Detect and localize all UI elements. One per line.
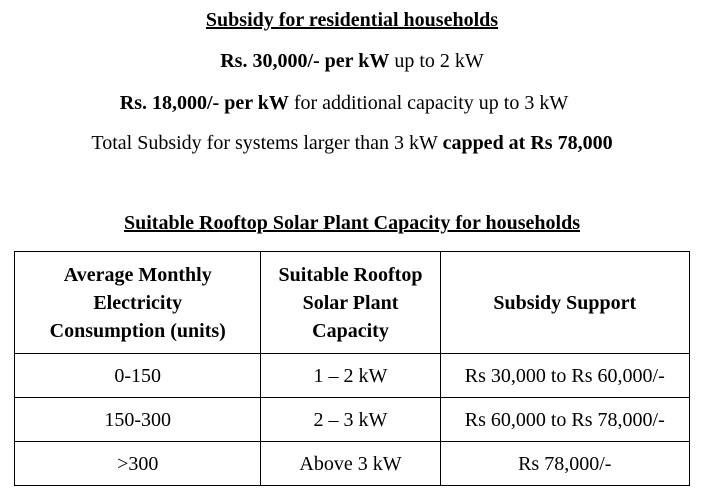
cell-subsidy: Rs 78,000/- [440,442,689,486]
subsidy-line-1-bold: Rs. 30,000/- per kW [220,50,390,72]
subsidy-line-2 [0,92,696,115]
subsidy-line-2-rest: for additional capacity up to 3 kW [288,92,569,114]
header-consumption-line: Average Monthly [63,263,212,286]
capacity-heading-text: Suitable Rooftop Solar Plant Capacity for households [124,212,580,234]
cell-consumption: 0-150 [15,354,261,398]
cell-subsidy: Rs 60,000 to Rs 78,000/- [440,398,689,442]
table-row [15,398,690,442]
header-subsidy-line: Subsidy Support [493,291,637,314]
cell-subsidy: Rs 30,000 to Rs 60,000/- [440,354,689,398]
table-row [15,354,690,398]
cell-capacity: Above 3 kW [261,442,440,486]
cell-capacity: 2 – 3 kW [261,398,440,442]
header-capacity-line: Suitable Rooftop [278,263,423,286]
subsidy-line-1-rest: up to 2 kW [389,50,484,72]
subsidy-line-1 [0,50,704,73]
capacity-table [14,251,690,486]
subsidy-line-3-plain: Total Subsidy for systems larger than 3 kW [91,132,443,154]
header-consumption [15,252,261,354]
header-capacity-line: Capacity [312,319,389,342]
table-header-row [15,252,690,354]
subsidy-heading-text: Subsidy for residential households [205,9,499,31]
subsidy-heading [0,9,704,32]
subsidy-line-3-bold: capped at Rs 78,000 [442,132,613,154]
header-capacity [261,252,440,354]
header-consumption-line: Electricity [93,291,183,314]
cell-consumption: >300 [15,442,261,486]
header-consumption-line: Consumption (units) [49,319,226,342]
subsidy-line-2-bold: Rs. 18,000/- per kW [119,92,289,114]
header-capacity-line: Solar Plant [302,291,399,314]
header-subsidy [440,252,689,354]
subsidy-line-3 [0,132,704,155]
table-row [15,442,690,486]
cell-consumption: 150-300 [15,398,261,442]
capacity-heading [0,212,704,235]
cell-capacity: 1 – 2 kW [261,354,440,398]
